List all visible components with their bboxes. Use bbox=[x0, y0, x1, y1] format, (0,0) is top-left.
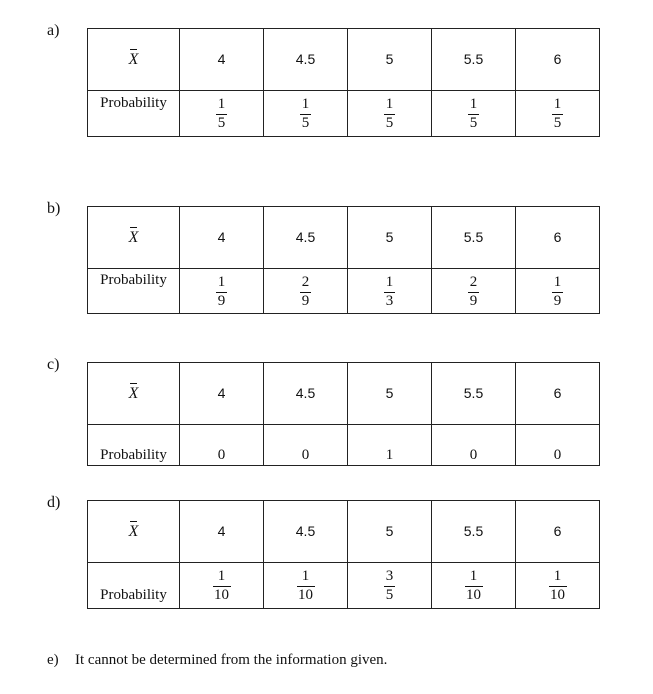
probability-cell: 0 bbox=[432, 425, 516, 466]
x-value-cell: 5.5 bbox=[432, 501, 516, 563]
fraction: $\frac{1}{10}$ bbox=[550, 568, 565, 603]
fraction: $\frac{1}{10}$ bbox=[298, 568, 313, 603]
x-value-cell: 4 bbox=[180, 501, 264, 563]
probability-label: Probability bbox=[88, 425, 180, 466]
probability-cell: 1 bbox=[348, 425, 432, 466]
x-value-cell: 5 bbox=[348, 29, 432, 91]
x-bar-symbol: X bbox=[128, 384, 139, 402]
probability-cell: 0 bbox=[516, 425, 600, 466]
x-value-cell: 4.5 bbox=[264, 29, 348, 91]
x-value-cell: 4.5 bbox=[264, 363, 348, 425]
probability-cell bbox=[264, 269, 348, 314]
probability-label: Probability bbox=[88, 91, 180, 137]
probability-label: Probability bbox=[88, 269, 180, 314]
probability-cell bbox=[180, 563, 264, 609]
probability-cell bbox=[180, 269, 264, 314]
x-value-cell: 5 bbox=[348, 207, 432, 269]
probability-cell bbox=[516, 91, 600, 137]
x-bar-header bbox=[88, 29, 180, 91]
x-value-cell: 6 bbox=[516, 363, 600, 425]
probability-cell bbox=[264, 563, 348, 609]
x-value-cell: 5.5 bbox=[432, 207, 516, 269]
probability-cell bbox=[348, 269, 432, 314]
fraction: $\frac{1}{5}$ bbox=[553, 96, 562, 131]
probability-cell bbox=[264, 91, 348, 137]
x-bar-header bbox=[88, 363, 180, 425]
fraction: $\frac{1}{5}$ bbox=[385, 96, 394, 131]
option-a-table bbox=[87, 28, 600, 137]
option-e-text: It cannot be determined from the information given. bbox=[75, 652, 388, 668]
x-value-cell: 4 bbox=[180, 363, 264, 425]
x-bar-symbol: X bbox=[128, 228, 139, 246]
option-e[interactable] bbox=[47, 652, 387, 669]
probability-cell bbox=[348, 91, 432, 137]
fraction: $\frac{2}{9}$ bbox=[301, 273, 310, 309]
probability-cell bbox=[516, 269, 600, 314]
fraction: $\frac{2}{9}$ bbox=[469, 273, 478, 309]
x-value-cell: 5.5 bbox=[432, 363, 516, 425]
x-bar-symbol: X bbox=[128, 522, 139, 540]
probability-cell bbox=[432, 91, 516, 137]
probability-cell bbox=[180, 91, 264, 137]
option-d-label[interactable]: d) bbox=[47, 494, 61, 511]
x-value-cell: 6 bbox=[516, 29, 600, 91]
probability-cell: 0 bbox=[264, 425, 348, 466]
probability-label: Probability bbox=[88, 563, 180, 609]
x-value-cell: 5.5 bbox=[432, 29, 516, 91]
probability-cell bbox=[348, 563, 432, 609]
x-bar-header bbox=[88, 501, 180, 563]
x-value-cell: 4.5 bbox=[264, 207, 348, 269]
option-d-table bbox=[87, 500, 600, 609]
probability-cell: 0 bbox=[180, 425, 264, 466]
x-bar-header bbox=[88, 207, 180, 269]
option-b-label[interactable]: b) bbox=[47, 200, 61, 217]
option-a-label[interactable]: a) bbox=[47, 22, 60, 39]
x-value-cell: 4.5 bbox=[264, 501, 348, 563]
fraction: $\frac{1}{5}$ bbox=[217, 96, 226, 131]
x-value-cell: 4 bbox=[180, 207, 264, 269]
option-b-table bbox=[87, 206, 600, 314]
fraction: $\frac{1}{5}$ bbox=[301, 96, 310, 131]
fraction: $\frac{1}{10}$ bbox=[466, 568, 481, 603]
probability-cell bbox=[516, 563, 600, 609]
fraction: $\frac{1}{9}$ bbox=[553, 273, 562, 309]
x-value-cell: 6 bbox=[516, 207, 600, 269]
fraction: $\frac{3}{5}$ bbox=[385, 568, 394, 603]
option-e-label: e) bbox=[47, 652, 59, 668]
x-bar-symbol: X bbox=[128, 50, 139, 68]
probability-cell bbox=[432, 269, 516, 314]
x-value-cell: 4 bbox=[180, 29, 264, 91]
fraction: $\frac{1}{9}$ bbox=[217, 273, 226, 309]
x-value-cell: 5 bbox=[348, 501, 432, 563]
option-c-label[interactable]: c) bbox=[47, 356, 60, 373]
probability-cell bbox=[432, 563, 516, 609]
fraction: $\frac{1}{5}$ bbox=[469, 96, 478, 131]
x-value-cell: 6 bbox=[516, 501, 600, 563]
x-value-cell: 5 bbox=[348, 363, 432, 425]
fraction: $\frac{1}{10}$ bbox=[214, 568, 229, 603]
fraction: $\frac{1}{3}$ bbox=[385, 273, 394, 309]
option-c-table bbox=[87, 362, 600, 466]
